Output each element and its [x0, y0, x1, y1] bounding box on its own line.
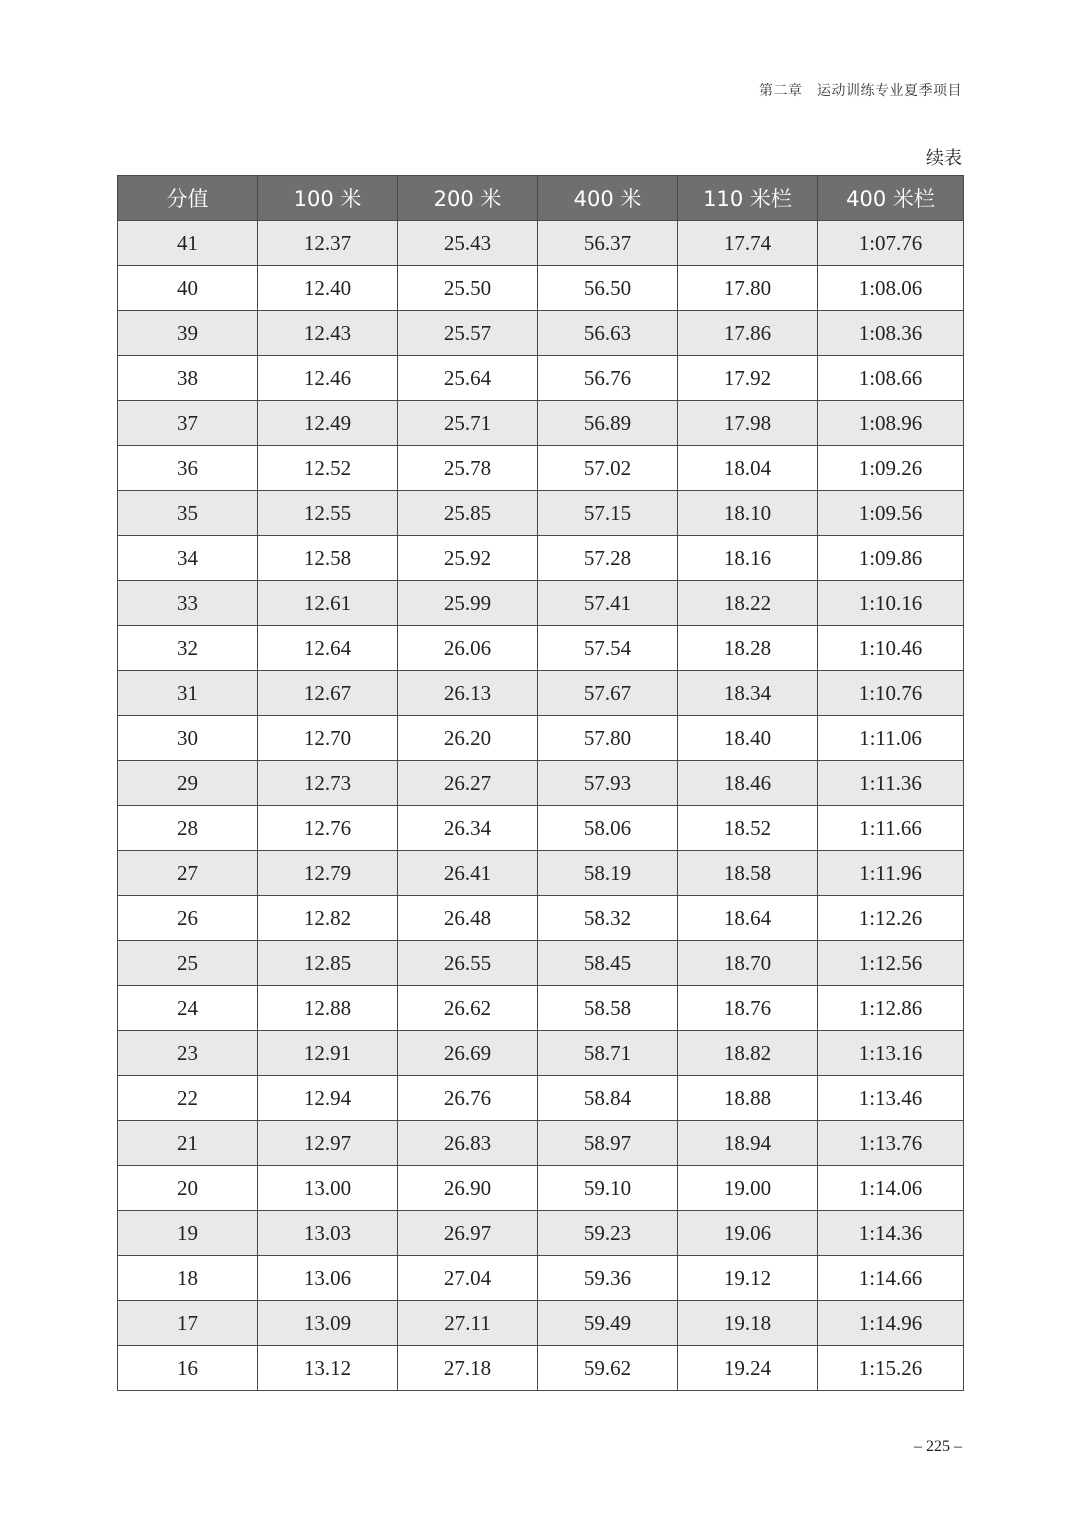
cell-200m: 25.57: [398, 311, 538, 356]
cell-100m: 12.91: [258, 1031, 398, 1076]
cell-400m-hurdles: 1:12.26: [818, 896, 964, 941]
cell-400m-hurdles: 1:08.96: [818, 401, 964, 446]
cell-400m: 57.02: [538, 446, 678, 491]
table-header-row: [118, 176, 964, 221]
cell-110m-hurdles: 18.10: [678, 491, 818, 536]
cell-100m: 12.37: [258, 221, 398, 266]
cell-110m-hurdles: 18.70: [678, 941, 818, 986]
cell-400m: 58.06: [538, 806, 678, 851]
cell-score: 21: [118, 1121, 258, 1166]
cell-100m: 12.46: [258, 356, 398, 401]
cell-score: 35: [118, 491, 258, 536]
cell-110m-hurdles: 18.16: [678, 536, 818, 581]
cell-110m-hurdles: 19.12: [678, 1256, 818, 1301]
cell-100m: 12.58: [258, 536, 398, 581]
cell-400m: 58.97: [538, 1121, 678, 1166]
cell-200m: 26.27: [398, 761, 538, 806]
cell-110m-hurdles: 18.04: [678, 446, 818, 491]
cell-400m-hurdles: 1:08.66: [818, 356, 964, 401]
header-110m-hurdles: 110 米栏: [678, 176, 818, 221]
cell-score: 28: [118, 806, 258, 851]
cell-100m: 12.40: [258, 266, 398, 311]
cell-110m-hurdles: 17.80: [678, 266, 818, 311]
cell-110m-hurdles: 17.92: [678, 356, 818, 401]
table-row: [118, 851, 964, 896]
cell-400m-hurdles: 1:14.36: [818, 1211, 964, 1256]
cell-200m: 26.97: [398, 1211, 538, 1256]
cell-score: 29: [118, 761, 258, 806]
cell-400m: 58.58: [538, 986, 678, 1031]
cell-200m: 26.48: [398, 896, 538, 941]
cell-110m-hurdles: 19.18: [678, 1301, 818, 1346]
cell-100m: 12.70: [258, 716, 398, 761]
cell-score: 22: [118, 1076, 258, 1121]
score-table: [117, 175, 964, 1391]
cell-400m-hurdles: 1:09.26: [818, 446, 964, 491]
cell-110m-hurdles: 18.46: [678, 761, 818, 806]
cell-110m-hurdles: 18.22: [678, 581, 818, 626]
cell-400m-hurdles: 1:08.36: [818, 311, 964, 356]
table-row: [118, 1031, 964, 1076]
cell-score: 37: [118, 401, 258, 446]
cell-110m-hurdles: 18.94: [678, 1121, 818, 1166]
cell-score: 41: [118, 221, 258, 266]
cell-200m: 25.99: [398, 581, 538, 626]
cell-score: 33: [118, 581, 258, 626]
cell-110m-hurdles: 18.64: [678, 896, 818, 941]
cell-400m-hurdles: 1:12.86: [818, 986, 964, 1031]
cell-200m: 27.11: [398, 1301, 538, 1346]
cell-200m: 25.50: [398, 266, 538, 311]
table-row: [118, 716, 964, 761]
cell-200m: 27.18: [398, 1346, 538, 1391]
table-row: [118, 311, 964, 356]
cell-100m: 13.09: [258, 1301, 398, 1346]
cell-400m: 57.15: [538, 491, 678, 536]
cell-400m-hurdles: 1:12.56: [818, 941, 964, 986]
table-row: [118, 626, 964, 671]
table-row: [118, 941, 964, 986]
cell-400m-hurdles: 1:10.46: [818, 626, 964, 671]
table-row: [118, 986, 964, 1031]
cell-400m-hurdles: 1:13.16: [818, 1031, 964, 1076]
cell-200m: 25.43: [398, 221, 538, 266]
cell-score: 20: [118, 1166, 258, 1211]
table-body: [118, 221, 964, 1391]
cell-200m: 27.04: [398, 1256, 538, 1301]
cell-100m: 12.82: [258, 896, 398, 941]
cell-400m-hurdles: 1:11.06: [818, 716, 964, 761]
cell-score: 26: [118, 896, 258, 941]
cell-110m-hurdles: 17.74: [678, 221, 818, 266]
cell-100m: 12.52: [258, 446, 398, 491]
cell-200m: 26.13: [398, 671, 538, 716]
cell-200m: 25.64: [398, 356, 538, 401]
cell-200m: 26.34: [398, 806, 538, 851]
cell-score: 39: [118, 311, 258, 356]
cell-100m: 12.67: [258, 671, 398, 716]
cell-200m: 26.76: [398, 1076, 538, 1121]
cell-100m: 13.06: [258, 1256, 398, 1301]
cell-400m: 59.62: [538, 1346, 678, 1391]
cell-400m: 57.67: [538, 671, 678, 716]
cell-400m: 57.41: [538, 581, 678, 626]
cell-400m-hurdles: 1:08.06: [818, 266, 964, 311]
header-200m: 200 米: [398, 176, 538, 221]
cell-score: 16: [118, 1346, 258, 1391]
cell-110m-hurdles: 18.82: [678, 1031, 818, 1076]
table-row: [118, 446, 964, 491]
cell-score: 31: [118, 671, 258, 716]
header-400m: 400 米: [538, 176, 678, 221]
cell-400m: 56.63: [538, 311, 678, 356]
cell-400m-hurdles: 1:07.76: [818, 221, 964, 266]
cell-score: 25: [118, 941, 258, 986]
cell-400m-hurdles: 1:14.96: [818, 1301, 964, 1346]
cell-100m: 12.49: [258, 401, 398, 446]
cell-score: 27: [118, 851, 258, 896]
cell-110m-hurdles: 18.52: [678, 806, 818, 851]
cell-200m: 26.83: [398, 1121, 538, 1166]
table-row: [118, 1256, 964, 1301]
table-row: [118, 581, 964, 626]
table-row: [118, 671, 964, 716]
cell-400m: 58.19: [538, 851, 678, 896]
cell-110m-hurdles: 18.88: [678, 1076, 818, 1121]
table-row: [118, 221, 964, 266]
cell-400m: 59.49: [538, 1301, 678, 1346]
cell-400m: 59.10: [538, 1166, 678, 1211]
table-row: [118, 761, 964, 806]
cell-100m: 12.55: [258, 491, 398, 536]
table-row: [118, 536, 964, 581]
cell-200m: 26.06: [398, 626, 538, 671]
cell-400m-hurdles: 1:09.56: [818, 491, 964, 536]
cell-400m: 58.84: [538, 1076, 678, 1121]
cell-100m: 12.97: [258, 1121, 398, 1166]
cell-200m: 25.92: [398, 536, 538, 581]
cell-110m-hurdles: 19.24: [678, 1346, 818, 1391]
cell-400m: 56.89: [538, 401, 678, 446]
running-head: 第二章 运动训练专业夏季项目: [759, 83, 962, 99]
cell-400m: 57.93: [538, 761, 678, 806]
table-row: [118, 896, 964, 941]
cell-100m: 12.64: [258, 626, 398, 671]
table-row: [118, 401, 964, 446]
cell-200m: 26.62: [398, 986, 538, 1031]
cell-400m-hurdles: 1:11.66: [818, 806, 964, 851]
cell-400m-hurdles: 1:14.66: [818, 1256, 964, 1301]
cell-200m: 25.85: [398, 491, 538, 536]
table-row: [118, 1121, 964, 1166]
table-row: [118, 1301, 964, 1346]
cell-400m-hurdles: 1:13.76: [818, 1121, 964, 1166]
cell-400m: 58.71: [538, 1031, 678, 1076]
table-row: [118, 1166, 964, 1211]
cell-400m: 59.36: [538, 1256, 678, 1301]
cell-200m: 26.69: [398, 1031, 538, 1076]
cell-110m-hurdles: 17.98: [678, 401, 818, 446]
cell-score: 40: [118, 266, 258, 311]
cell-100m: 13.03: [258, 1211, 398, 1256]
cell-100m: 12.88: [258, 986, 398, 1031]
cell-400m: 57.80: [538, 716, 678, 761]
cell-200m: 26.41: [398, 851, 538, 896]
cell-400m: 58.45: [538, 941, 678, 986]
cell-100m: 12.76: [258, 806, 398, 851]
cell-score: 32: [118, 626, 258, 671]
continued-table-label: 续表: [926, 148, 962, 169]
cell-100m: 12.94: [258, 1076, 398, 1121]
cell-200m: 25.71: [398, 401, 538, 446]
cell-400m: 57.28: [538, 536, 678, 581]
cell-200m: 25.78: [398, 446, 538, 491]
header-score: 分值: [118, 176, 258, 221]
cell-400m-hurdles: 1:10.16: [818, 581, 964, 626]
cell-score: 18: [118, 1256, 258, 1301]
cell-200m: 26.90: [398, 1166, 538, 1211]
cell-400m: 56.76: [538, 356, 678, 401]
cell-400m: 56.37: [538, 221, 678, 266]
cell-100m: 12.43: [258, 311, 398, 356]
cell-score: 34: [118, 536, 258, 581]
cell-score: 19: [118, 1211, 258, 1256]
table-row: [118, 1076, 964, 1121]
cell-score: 17: [118, 1301, 258, 1346]
table-row: [118, 806, 964, 851]
cell-score: 36: [118, 446, 258, 491]
cell-400m-hurdles: 1:15.26: [818, 1346, 964, 1391]
page-number: – 225 –: [914, 1438, 962, 1455]
cell-100m: 12.79: [258, 851, 398, 896]
cell-400m: 56.50: [538, 266, 678, 311]
cell-400m: 57.54: [538, 626, 678, 671]
table-row: [118, 356, 964, 401]
cell-400m-hurdles: 1:11.36: [818, 761, 964, 806]
cell-110m-hurdles: 18.28: [678, 626, 818, 671]
cell-score: 38: [118, 356, 258, 401]
cell-110m-hurdles: 19.06: [678, 1211, 818, 1256]
table-row: [118, 491, 964, 536]
cell-110m-hurdles: 18.40: [678, 716, 818, 761]
header-100m: 100 米: [258, 176, 398, 221]
cell-110m-hurdles: 18.34: [678, 671, 818, 716]
header-400m-hurdles: 400 米栏: [818, 176, 964, 221]
cell-200m: 26.20: [398, 716, 538, 761]
cell-110m-hurdles: 18.58: [678, 851, 818, 896]
cell-score: 30: [118, 716, 258, 761]
table-row: [118, 1346, 964, 1391]
cell-score: 23: [118, 1031, 258, 1076]
cell-100m: 12.73: [258, 761, 398, 806]
table-row: [118, 266, 964, 311]
cell-200m: 26.55: [398, 941, 538, 986]
cell-100m: 12.85: [258, 941, 398, 986]
cell-110m-hurdles: 19.00: [678, 1166, 818, 1211]
cell-110m-hurdles: 18.76: [678, 986, 818, 1031]
cell-100m: 13.12: [258, 1346, 398, 1391]
table-row: [118, 1211, 964, 1256]
cell-400m: 59.23: [538, 1211, 678, 1256]
cell-400m-hurdles: 1:11.96: [818, 851, 964, 896]
cell-400m-hurdles: 1:13.46: [818, 1076, 964, 1121]
cell-score: 24: [118, 986, 258, 1031]
cell-100m: 12.61: [258, 581, 398, 626]
cell-400m-hurdles: 1:10.76: [818, 671, 964, 716]
cell-400m-hurdles: 1:09.86: [818, 536, 964, 581]
cell-100m: 13.00: [258, 1166, 398, 1211]
cell-400m-hurdles: 1:14.06: [818, 1166, 964, 1211]
cell-110m-hurdles: 17.86: [678, 311, 818, 356]
cell-400m: 58.32: [538, 896, 678, 941]
